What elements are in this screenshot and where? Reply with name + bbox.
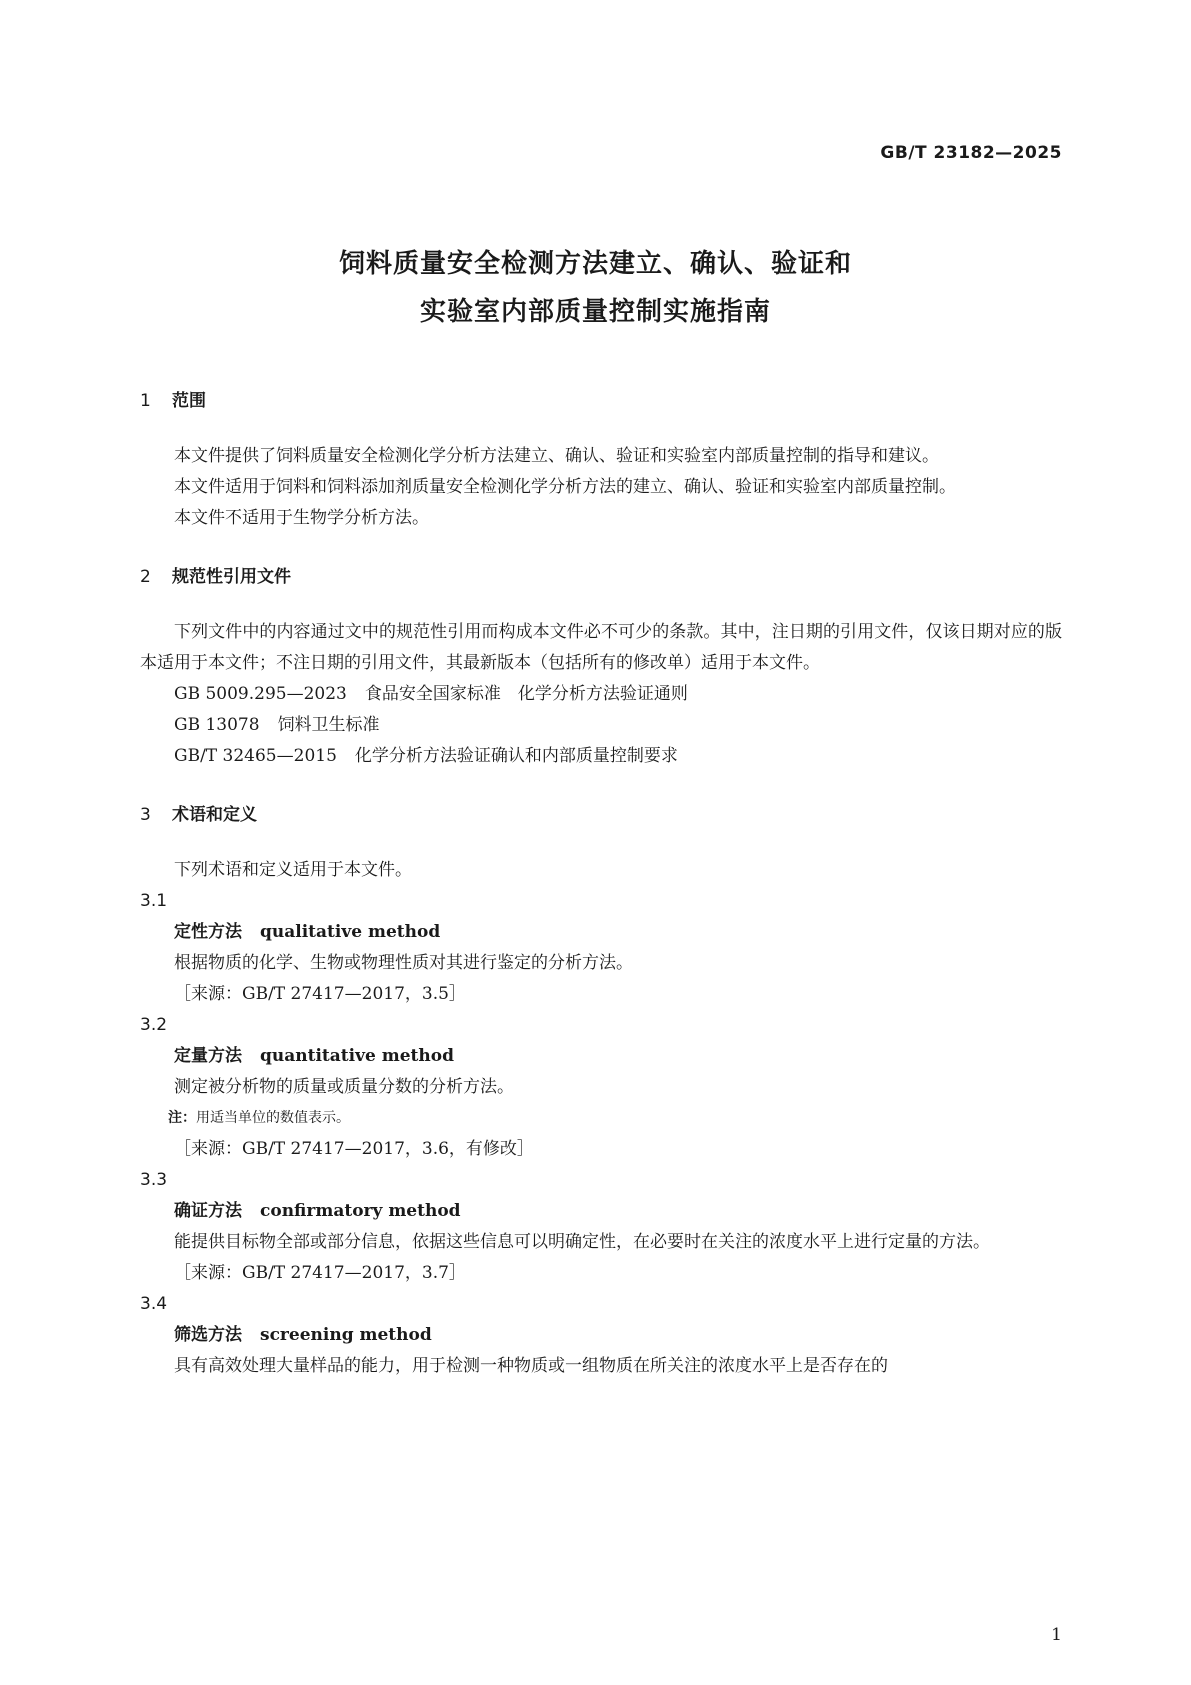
- section-3-heading: [140, 800, 1062, 831]
- term-en: screening method: [260, 1325, 432, 1345]
- term-definition: 根据物质的化学、生物或物理性质对其进行鉴定的分析方法。: [174, 953, 633, 973]
- term-heading: [140, 1320, 1062, 1351]
- title-line-2: 实验室内部质量控制实施指南: [419, 297, 771, 327]
- term-source: ［来源：GB/T 27417—2017，3.5］: [174, 984, 466, 1004]
- section-title: 术语和定义: [172, 805, 257, 825]
- document-title: [0, 240, 1191, 336]
- section-number: 2: [140, 567, 151, 587]
- title-line-1: 饲料质量安全检测方法建立、确认、验证和: [338, 249, 852, 279]
- paragraph: 本文件不适用于生物学分析方法。: [174, 508, 429, 528]
- document-body: [140, 386, 1062, 1382]
- section-number: 3: [140, 805, 151, 825]
- term-note: [140, 1103, 1062, 1134]
- term-number: 3.3: [140, 1170, 168, 1190]
- reference-title: 饲料卫生标准: [277, 715, 380, 735]
- term-en: confirmatory method: [260, 1201, 461, 1221]
- term-heading: [140, 1196, 1062, 1227]
- term-heading: [140, 917, 1062, 948]
- reference-code: GB 13078: [174, 715, 260, 735]
- term-zh: 筛选方法: [174, 1325, 242, 1345]
- paragraph: 本文件提供了饲料质量安全检测化学分析方法建立、确认、验证和实验室内部质量控制的指导和建议。: [174, 446, 939, 466]
- term-number: 3.2: [140, 1015, 168, 1035]
- paragraph: 本文件适用于饲料和饲料添加剂质量安全检测化学分析方法的建立、确认、验证和实验室内部质量控制。: [174, 477, 956, 497]
- note-text: 用适当单位的数值表示。: [196, 1110, 350, 1126]
- term-zh: 定性方法: [174, 922, 242, 942]
- term-number: 3.1: [140, 891, 168, 911]
- paragraph: 下列文件中的内容通过文中的规范性引用而构成本文件必不可少的条款。其中，注日期的引用文件，仅该日期对应的版本适用于本文件；不注日期的引用文件，其最新版本（包括所有的修改单）适用于本文件。: [140, 622, 1062, 673]
- term-zh: 确证方法: [174, 1201, 242, 1221]
- reference-title: 食品安全国家标准 化学分析方法验证通则: [364, 684, 688, 704]
- term-heading: [140, 1041, 1062, 1072]
- section-title: 范围: [172, 391, 206, 411]
- term-zh: 定量方法: [174, 1046, 242, 1066]
- term-source: ［来源：GB/T 27417—2017，3.6，有修改］: [174, 1139, 534, 1159]
- reference-title: 化学分析方法验证确认和内部质量控制要求: [354, 746, 678, 766]
- reference-item: [140, 679, 1062, 710]
- section-number: 1: [140, 391, 151, 411]
- standard-code: GB/T 23182—2025: [880, 143, 1062, 163]
- term-en: quantitative method: [260, 1046, 454, 1066]
- reference-code: GB 5009.295—2023: [174, 684, 347, 704]
- term-en: qualitative method: [260, 922, 441, 942]
- reference-code: GB/T 32465—2015: [174, 746, 337, 766]
- page-number: 1: [1051, 1625, 1062, 1645]
- section-1-heading: [140, 386, 1062, 417]
- section-2-heading: [140, 562, 1062, 593]
- section-title: 规范性引用文件: [172, 567, 291, 587]
- term-definition: 能提供目标物全部或部分信息，依据这些信息可以明确定性，在必要时在关注的浓度水平上进行定量的方法。: [174, 1232, 990, 1252]
- term-definition: 测定被分析物的质量或质量分数的分析方法。: [174, 1077, 514, 1097]
- note-label: 注：: [168, 1110, 196, 1126]
- term-source: ［来源：GB/T 27417—2017，3.7］: [174, 1263, 466, 1283]
- reference-item: [140, 741, 1062, 772]
- term-definition: 具有高效处理大量样品的能力，用于检测一种物质或一组物质在所关注的浓度水平上是否存在的: [174, 1356, 888, 1376]
- term-number: 3.4: [140, 1294, 168, 1314]
- paragraph: 下列术语和定义适用于本文件。: [174, 860, 412, 880]
- reference-item: [140, 710, 1062, 741]
